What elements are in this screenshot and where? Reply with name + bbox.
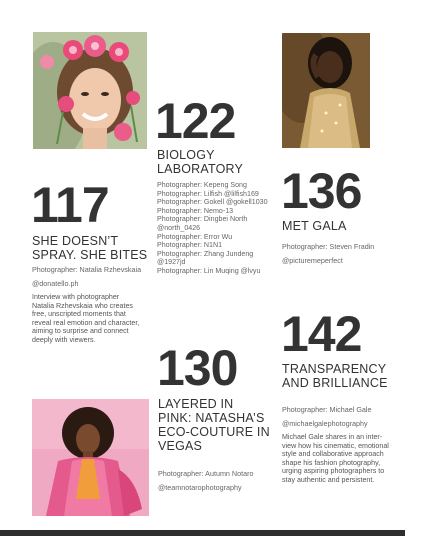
photo-woman-pink-outfit <box>32 399 149 516</box>
article-title-layered-in-pink <box>158 397 270 453</box>
photographer-handle: @donatello.ph <box>32 279 79 288</box>
credit-line: Photographer: Gokell @gokell1030 <box>157 198 268 207</box>
title-line: LABORATORY <box>157 162 244 176</box>
photographer-credits-list <box>157 181 277 276</box>
summary-line: Michael Gale shares in an inter- <box>282 433 383 441</box>
credit-line: @north_0426 <box>157 223 201 232</box>
credit-line: Photographer: Dingbei North <box>157 215 248 224</box>
credit-line: Photographer: Error Wu <box>157 232 233 241</box>
photo-woman-with-flowers-illustration <box>33 32 147 149</box>
title-line: SPRAY. SHE BITES <box>32 248 148 262</box>
article-title-transparency-and-brilliance <box>282 362 388 390</box>
photo-woman-with-flowers <box>33 32 147 149</box>
photographer-handle: @picturemeperfect <box>282 256 343 265</box>
credit-line: @1927jd <box>157 258 186 267</box>
photographer-credit: Photographer: Autumn Notaro <box>158 469 254 478</box>
title-line: ECO-COUTURE IN <box>158 425 270 439</box>
page-number-142: 142 <box>281 306 362 362</box>
photographer-credit: Photographer: Michael Gale <box>282 405 372 414</box>
bottom-rule <box>0 530 405 536</box>
credit-line: Photographer: Lin Muqing @lvyu <box>157 266 261 275</box>
credit-line: Photographer: Nemo-13 <box>157 206 234 215</box>
page-number-122: 122 <box>155 93 236 149</box>
photo-woman-gold-gown-illustration <box>282 33 370 148</box>
photo-woman-pink-outfit-illustration <box>32 399 149 516</box>
summary-line: style and collaborative approach <box>282 450 384 459</box>
page-number-117: 117 <box>31 177 109 233</box>
summary-line: shape his fashion photography, <box>282 458 381 467</box>
summary-line: reveal real emotion and character, <box>32 318 140 327</box>
summary-line: aiming to surprise and connect <box>32 327 129 336</box>
summary-line: free, unscripted moments that <box>32 310 126 319</box>
title-line: VEGAS <box>158 439 203 453</box>
summary-line: view how his cinematic, emotional <box>282 441 389 450</box>
title-line: AND BRILLIANCE <box>282 376 388 390</box>
article-title-met-gala: MET GALA <box>282 219 347 233</box>
credit-line: Photographer: N1N1 <box>157 241 223 250</box>
photographer-credit: Photographer: Steven Fradin <box>282 242 375 251</box>
page-number-136: 136 <box>281 163 362 219</box>
article-title-biology-laboratory <box>157 148 243 176</box>
article-title-she-doesnt-spray <box>32 234 147 262</box>
title-line: BIOLOGY <box>157 148 215 162</box>
page-number-130: 130 <box>157 340 238 396</box>
photo-woman-gold-gown <box>282 33 370 148</box>
summary-line: Natalia Rzhevskaia who creates <box>32 301 133 310</box>
photographer-credit: Photographer: Natalia Rzhevskaia <box>32 265 142 274</box>
title-line: SHE DOESN’T <box>32 234 119 248</box>
credit-line: Photographer: Lilfish @lilfish169 <box>157 189 259 198</box>
article-summary <box>282 433 398 485</box>
summary-line: Interview with photographer <box>32 293 120 301</box>
summary-line: deeply with viewers. <box>32 335 96 344</box>
title-line: TRANSPARENCY <box>282 362 387 376</box>
photographer-handle: @teamnotarophotography <box>158 483 242 492</box>
summary-line: urging aspiring photographers to <box>282 467 385 476</box>
summary-line: stay authentic and persistent. <box>282 475 375 484</box>
photographer-handle: @michaelgalephotography <box>282 419 368 428</box>
article-summary <box>32 293 150 345</box>
credit-line: Photographer: Zhang Jundeng <box>157 249 254 258</box>
title-line: LAYERED IN <box>158 397 234 411</box>
credit-line: Photographer: Kepeng Song <box>157 181 247 189</box>
title-line: PINK: NATASHA’S <box>158 411 265 425</box>
